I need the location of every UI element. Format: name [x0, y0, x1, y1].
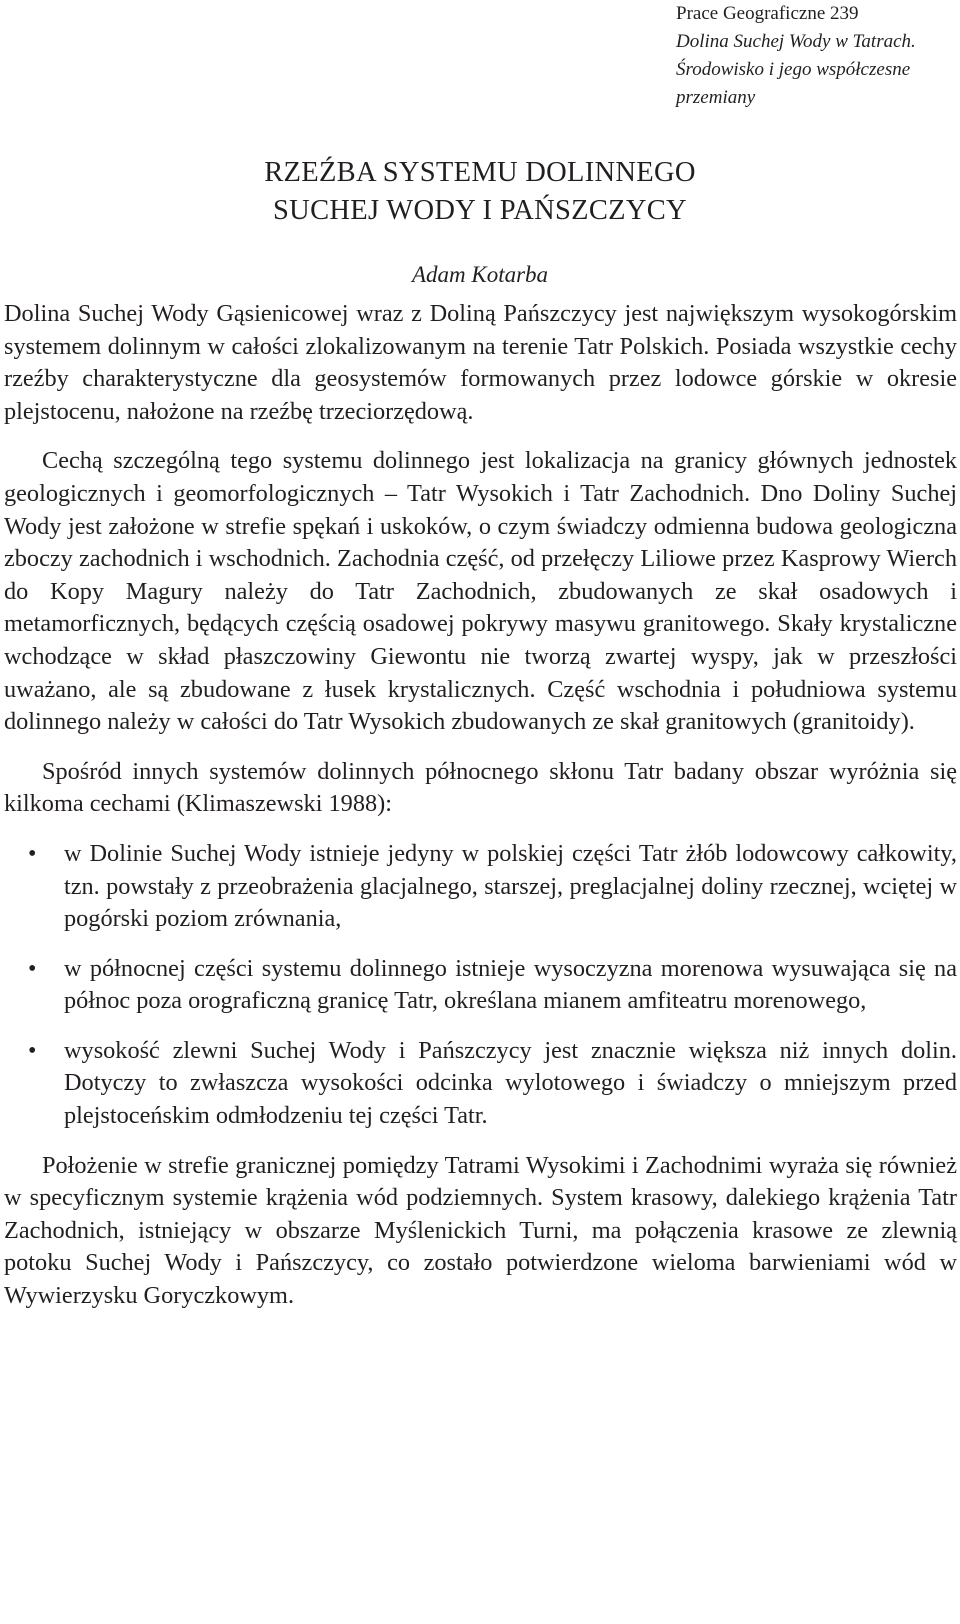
list-item — [4, 1035, 957, 1133]
list-item — [4, 953, 957, 1018]
paragraph-hydrology: Położenie w strefie granicznej pomiędzy Tatrami Wysokimi i Zachodnimi wyraża się również w specyficznym systemie krążenia wód podziemnych. System krasowy, dalekiego krążenia Tatr Zachodnich, istniejący w obszarze Myślenickich Turni, ma połączenia krasowe ze zlewnią potoku Suchej Wody i Pańszczycy, co zostało potwierdzone wieloma barwieniami wód w Wywierzysku Goryczkowym. — [4, 1151, 957, 1310]
author-name: Adam Kotarba — [411, 262, 549, 287]
bullet-icon: • — [28, 840, 37, 867]
article-title — [0, 154, 960, 230]
series-title: Prace Geograficzne 239 — [676, 3, 859, 24]
features-list — [4, 838, 957, 1133]
article-title-line-2: SUCHEJ WODY I PAŃSZCZYCY — [273, 195, 687, 226]
list-item-text: w północnej części systemu dolinnego istnieje wysoczyzna morenowa wysuwająca się na północ poza orograficzną granicę Tatr, określana mianem amfiteatru morenowego, — [64, 954, 957, 1015]
paragraph-features-intro: Spośród innych systemów dolinnych północnego skłonu Tatr badany obszar wyróżnia się kilkoma cechami (Klimaszewski 1988): — [4, 757, 957, 818]
article-body — [4, 298, 957, 1313]
running-header — [676, 0, 956, 112]
article-title-line-1: RZEŹBA SYSTEMU DOLINNEGO — [264, 157, 696, 188]
paragraph-intro: Dolina Suchej Wody Gąsienicowej wraz z Doliną Pańszczycy jest największym wysokogórskim systemem dolinnym w całości zlokalizowanym na terenie Tatr Polskich. Posiada wszystkie cechy rzeźby charakterystyczne dla geosystemów formowanych przez lodowce górskie w okresie plejstocenu, nałożone na rzeźbę trzeciorzędową. — [4, 300, 957, 425]
volume-title-line-1: Dolina Suchej Wody w Tatrach. — [676, 31, 916, 52]
list-item-text: wysokość zlewni Suchej Wody i Pańszczycy jest znacznie większa niż innych dolin. Dotyczy to zwłaszcza wysokości odcinka wylotowego i świadczy o mniejszym przed plejstoceńskim odmłodzeniu tej części Tatr. — [64, 1036, 957, 1130]
bullet-icon: • — [28, 955, 37, 982]
bullet-icon: • — [28, 1037, 37, 1064]
volume-title-line-3: przemiany — [676, 87, 756, 108]
list-item — [4, 838, 957, 936]
volume-title-line-2: Środowisko i jego współczesne — [676, 59, 911, 80]
paragraph-geology: Cechą szczególną tego systemu dolinnego jest lokalizacja na granicy głównych jednostek geologicznych i geomorfologicznych – Tatr Wysokich i Tatr Zachodnich. Dno Doliny Suchej Wody jest założone w strefie spękań i uskoków, o czym świadczy odmienna budowa geologiczna zboczy zachodnich i wschodnich. Zachodnia część, od przełęczy Liliowe przez Kasprowy Wierch do Kopy Magury należy do Tatr Zachodnich, zbudowanych ze skał osadowych i metamorficznych, będących częścią osadowej pokrywy masywu granitowego. Skały krystaliczne wchodzące w skład płaszczowiny Giewontu nie tworzą zwartej wyspy, jak w przeszłości uważano, ale są zbudowane z łusek krystalicznych. Część wschodnia i południowa systemu dolinnego należy w całości do Tatr Wysokich zbudowanych ze skał granitowych (granitoidy). — [4, 447, 957, 736]
list-item-text: w Dolinie Suchej Wody istnieje jedyny w polskiej części Tatr żłób lodowcowy całkowity, tzn. powstały z przeobrażenia glacjalnego, starszej, preglacjalnej doliny rzecznej, wciętej w pogórski poziom zrównania, — [64, 839, 957, 933]
